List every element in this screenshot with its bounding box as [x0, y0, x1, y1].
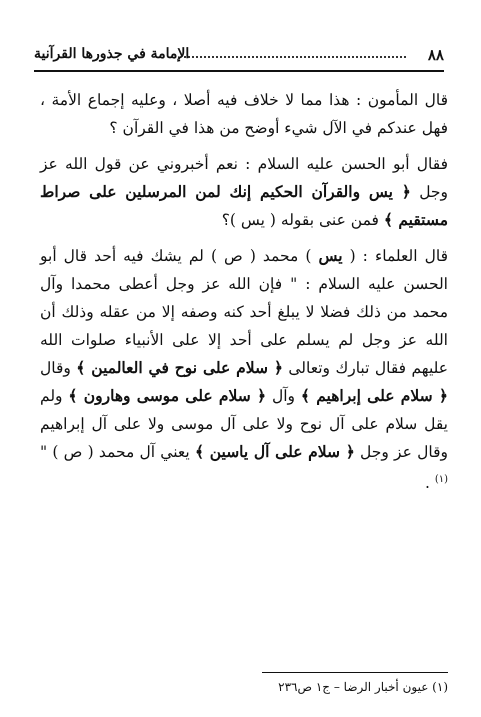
paragraph: [40, 242, 448, 497]
page-header: [34, 46, 444, 68]
text-run: ولم يقل سلام على آل نوح ولا على آل موسى ولا على آل إبراهيم وقال عز وجل: [40, 387, 448, 461]
text-run: عليه السلام: [257, 155, 334, 173]
text-run: فمن عنى بقوله ( يس )؟: [221, 211, 384, 229]
text-run: قال المأمون : هذا مما لا خلاف فيه أصلا ، وعليه إجماع الأمة ، فهل عندكم في الآل شيء أوضح من هذا في القرآن ؟: [40, 91, 448, 137]
header-rule: [34, 70, 444, 72]
quran-verse: ﴿ سلام على إبراهيم ﴾: [300, 386, 448, 405]
text-run: وآل: [266, 387, 301, 405]
text-run: عليه السلام: [318, 275, 396, 293]
text-run: قال العلماء : (: [342, 247, 448, 265]
text-run: وقال: [40, 359, 77, 377]
quran-verse: ﴿ سلام على موسى وهارون ﴾: [68, 386, 267, 405]
footnote-rule: [262, 672, 448, 673]
text-run: (١): [434, 474, 448, 485]
text-run: : نعم أخبروني عن قول الله عز وجل: [40, 155, 448, 201]
page-number: ٨٨: [427, 46, 444, 64]
text-run: .: [424, 474, 435, 493]
quran-verse: ﴿ سلام على آل ياسين ﴾: [194, 442, 355, 461]
quran-verse: ﴿ سلام على نوح في العالمين ﴾: [76, 358, 283, 377]
header-dot-leader: [184, 55, 406, 58]
text-run: ) محمد ( ص ) لم يشك فيه أحد قال أبو الحسن: [40, 247, 448, 293]
paragraph: [40, 150, 448, 234]
quran-verse: ﴿ يس والقرآن الحكيم إنك لمن المرسلين على صراط مستقيم ﴾: [40, 182, 448, 229]
main-text: [40, 86, 448, 505]
paragraph: [40, 86, 448, 142]
text-run: فقال أبو الحسن: [333, 155, 449, 173]
text-run: : " فإن الله عز وجل أعطى محمدا وآل محمد من ذلك فضلا لا يبلغ أحد كنه وصفه إلا من عقله وذلك أن الله عز وجل لم يسلم على أحد إلا على الأنبياء صلوات الله عليهم فقال تبارك وتعالى: [40, 275, 449, 377]
footnote: (١) عيون أخبار الرضا – ج١ ص٢٣٦: [278, 680, 448, 694]
text-run: يعني آل محمد ( ص ) ": [40, 443, 195, 461]
running-title: الإمامة في جذورها القرآنية: [34, 46, 190, 62]
quran-verse: يس: [318, 246, 343, 265]
